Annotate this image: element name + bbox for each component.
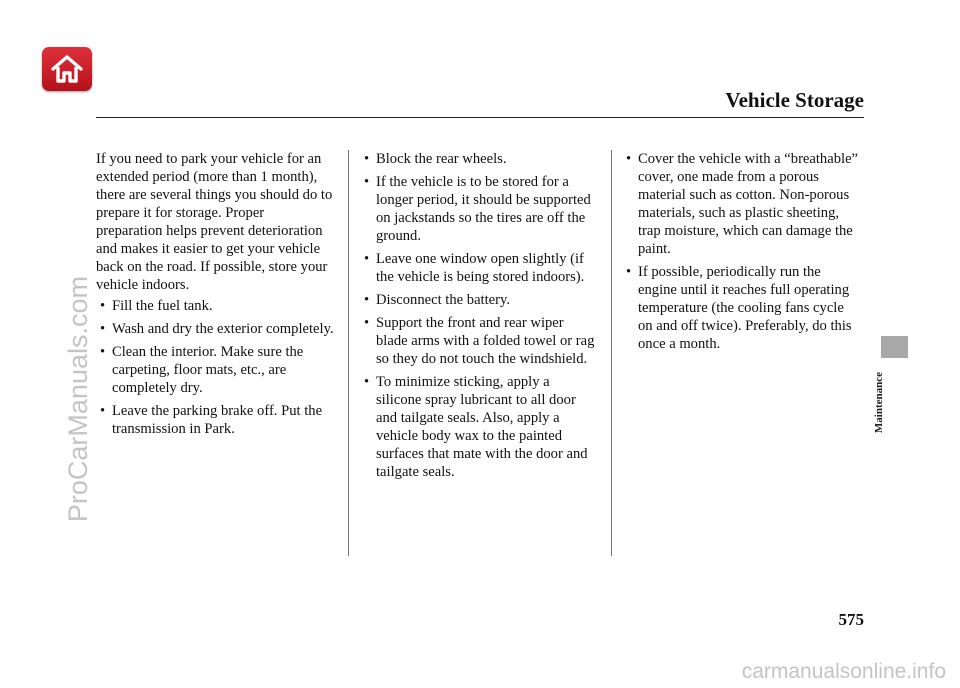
home-icon	[50, 54, 84, 84]
watermark-bottom: carmanualsonline.info	[741, 660, 946, 683]
list-item: • Leave one window open slightly (if the vehicle is being stored indoors).	[360, 250, 598, 286]
list-item: • Clean the interior. Make sure the carpeting, floor mats, etc., are completely dry.	[96, 343, 334, 397]
watermark-left-text: ProCarManuals.com	[62, 275, 93, 523]
list-item: • Block the rear wheels.	[360, 150, 598, 168]
section-label-text: Maintenance	[873, 372, 885, 434]
section-tab[interactable]	[881, 336, 908, 358]
list-item: • If the vehicle is to be stored for a longer period, it should be supported on jackstands so the tires are off the ground.	[360, 173, 598, 245]
list-item: • Support the front and rear wiper blade arms with a folded towel or rag so they do not touch the windshield.	[360, 314, 598, 368]
bullet-list-right	[622, 150, 860, 353]
column-right	[622, 150, 860, 358]
page-title: Vehicle Storage	[725, 88, 864, 112]
list-item: • Cover the vehicle with a “breathable” cover, one made from a porous material such as cotton. Non-porous materials, such as plastic sheeting, trap moisture, which can damage the paint.	[622, 150, 860, 258]
bullet-list-left	[96, 297, 334, 438]
section-label	[866, 372, 892, 492]
column-divider	[611, 150, 612, 556]
column-left	[96, 150, 334, 443]
page-number: 575	[838, 610, 864, 629]
bullet-list-middle	[360, 150, 598, 481]
list-item: • Fill the fuel tank.	[96, 297, 334, 315]
column-middle	[360, 150, 598, 486]
home-button[interactable]	[42, 47, 92, 91]
list-item: • Wash and dry the exterior completely.	[96, 320, 334, 338]
list-item: • To minimize sticking, apply a silicone spray lubricant to all door and tailgate seals. Also, apply a vehicle body wax to the painted surfaces that mate with the door and tailgate seals.	[360, 373, 598, 481]
list-item: • If possible, periodically run the engine until it reaches full operating temperature (the cooling fans cycle on and off twice). Preferably, do this once a month.	[622, 263, 860, 353]
list-item: • Disconnect the battery.	[360, 291, 598, 309]
watermark-left	[60, 110, 96, 688]
header-rule	[96, 117, 864, 118]
intro-paragraph: If you need to park your vehicle for an extended period (more than 1 month), there are several things you should do to prepare it for storage. Proper preparation helps prevent deterioration and makes it easier to get your vehicle back on the road. If possible, store your vehicle indoors.	[96, 151, 333, 293]
column-divider	[348, 150, 349, 556]
list-item: • Leave the parking brake off. Put the transmission in Park.	[96, 402, 334, 438]
